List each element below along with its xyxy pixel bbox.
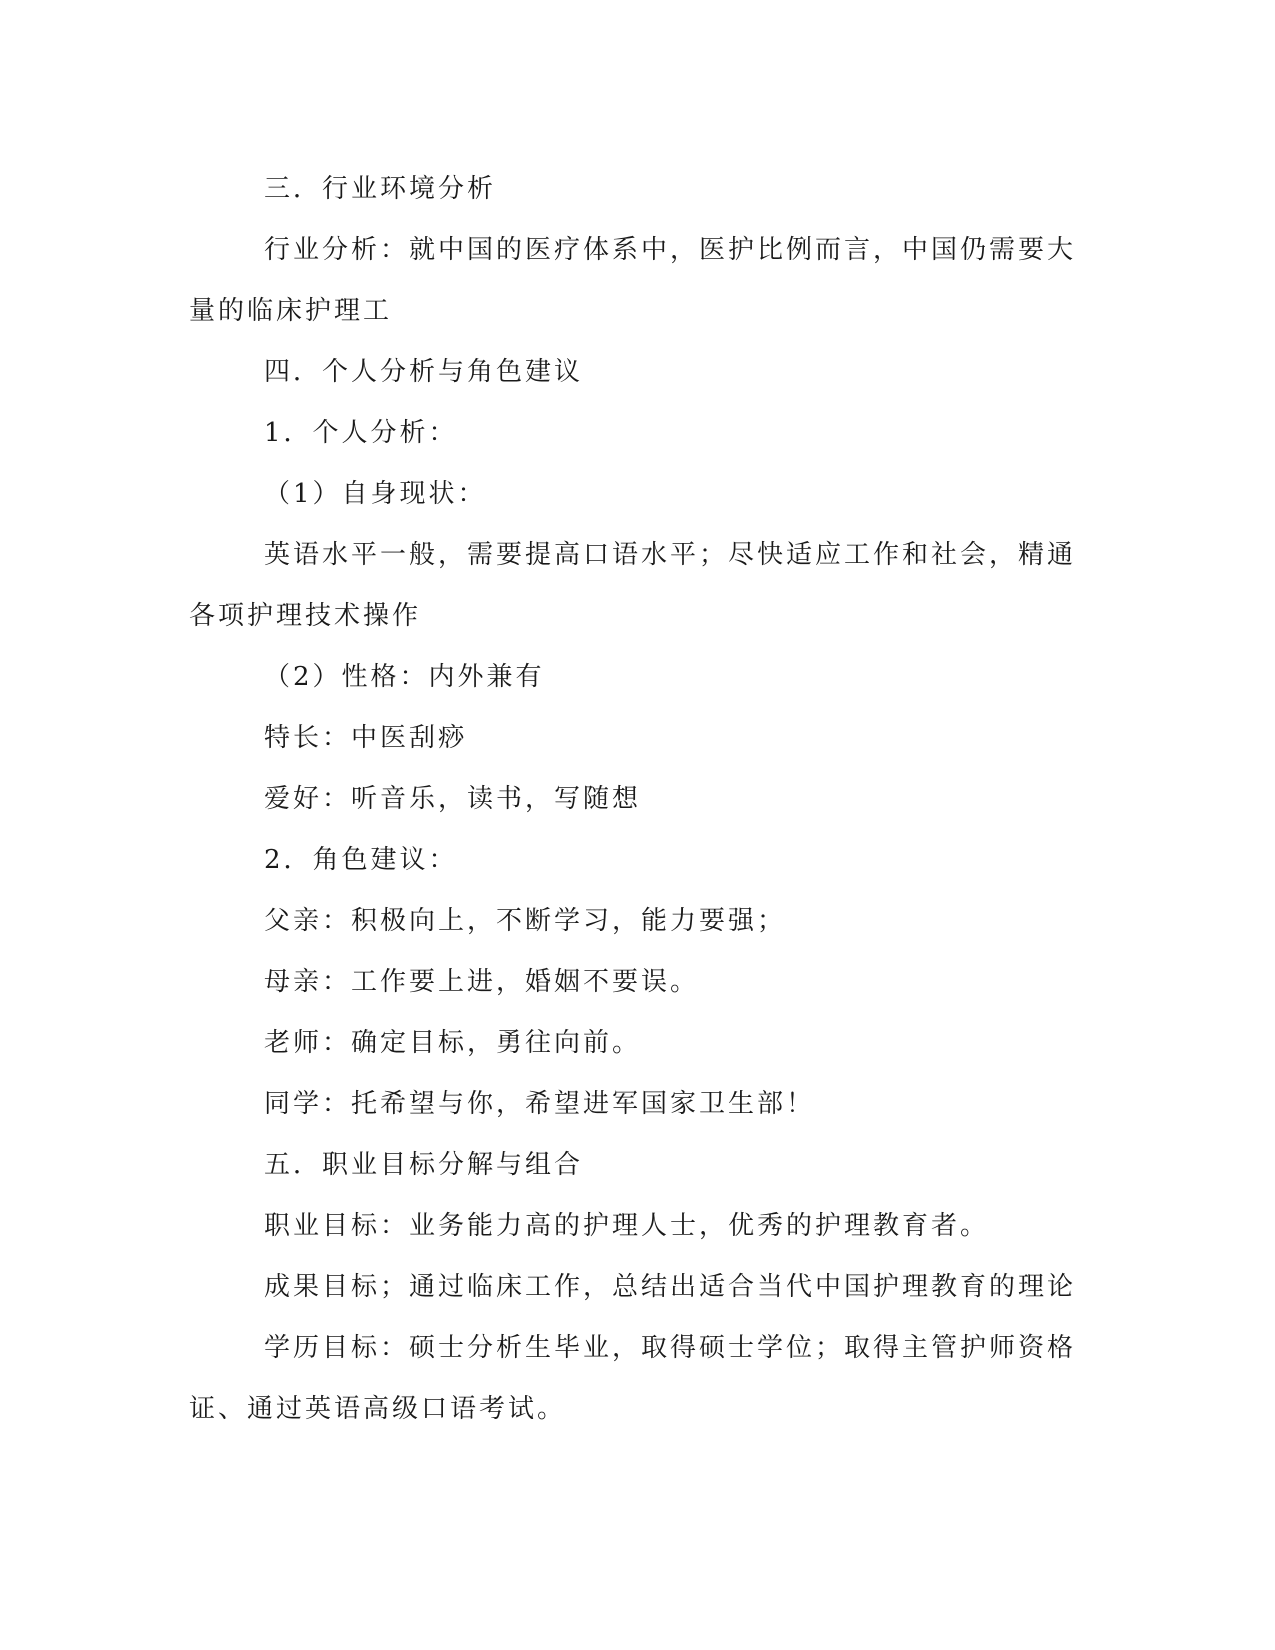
paragraph-current-status: 英语水平一般，需要提高口语水平；尽快适应工作和社会，精通各项护理技术操作 bbox=[189, 540, 1077, 631]
advice-classmate: 同学：托希望与你，希望进军国家卫生部！ bbox=[264, 1089, 816, 1119]
section-heading-industry: 三．行业环境分析 bbox=[264, 174, 497, 204]
goal-education: 学历目标：硕士分析生毕业，取得硕士学位；取得主管护师资格证、通过英语高级口语考试。 bbox=[189, 1333, 1077, 1424]
subheading-personal-analysis: 1．个人分析： bbox=[264, 418, 458, 448]
item-specialty: 特长：中医刮痧 bbox=[264, 723, 468, 753]
document-body bbox=[189, 159, 1079, 1440]
item-hobbies: 爱好：听音乐，读书，写随想 bbox=[264, 784, 642, 814]
goal-career: 职业目标：业务能力高的护理人士，优秀的护理教育者。 bbox=[264, 1211, 990, 1241]
item-personality: （2）性格：内外兼有 bbox=[264, 662, 545, 692]
paragraph-industry-analysis: 行业分析：就中国的医疗体系中，医护比例而言，中国仍需要大量的临床护理工 bbox=[189, 235, 1077, 326]
subheading-role-advice: 2．角色建议： bbox=[264, 845, 458, 875]
section-heading-personal: 四．个人分析与角色建议 bbox=[264, 357, 584, 387]
advice-father: 父亲：积极向上，不断学习，能力要强； bbox=[264, 906, 787, 936]
item-current-status: （1）自身现状： bbox=[264, 479, 487, 509]
section-heading-career-goals: 五．职业目标分解与组合 bbox=[264, 1150, 584, 1180]
advice-mother: 母亲：工作要上进，婚姻不要误。 bbox=[264, 967, 700, 997]
advice-teacher: 老师：确定目标，勇往向前。 bbox=[264, 1028, 642, 1058]
goal-achievement: 成果目标；通过临床工作，总结出适合当代中国护理教育的理论 bbox=[264, 1272, 1077, 1302]
